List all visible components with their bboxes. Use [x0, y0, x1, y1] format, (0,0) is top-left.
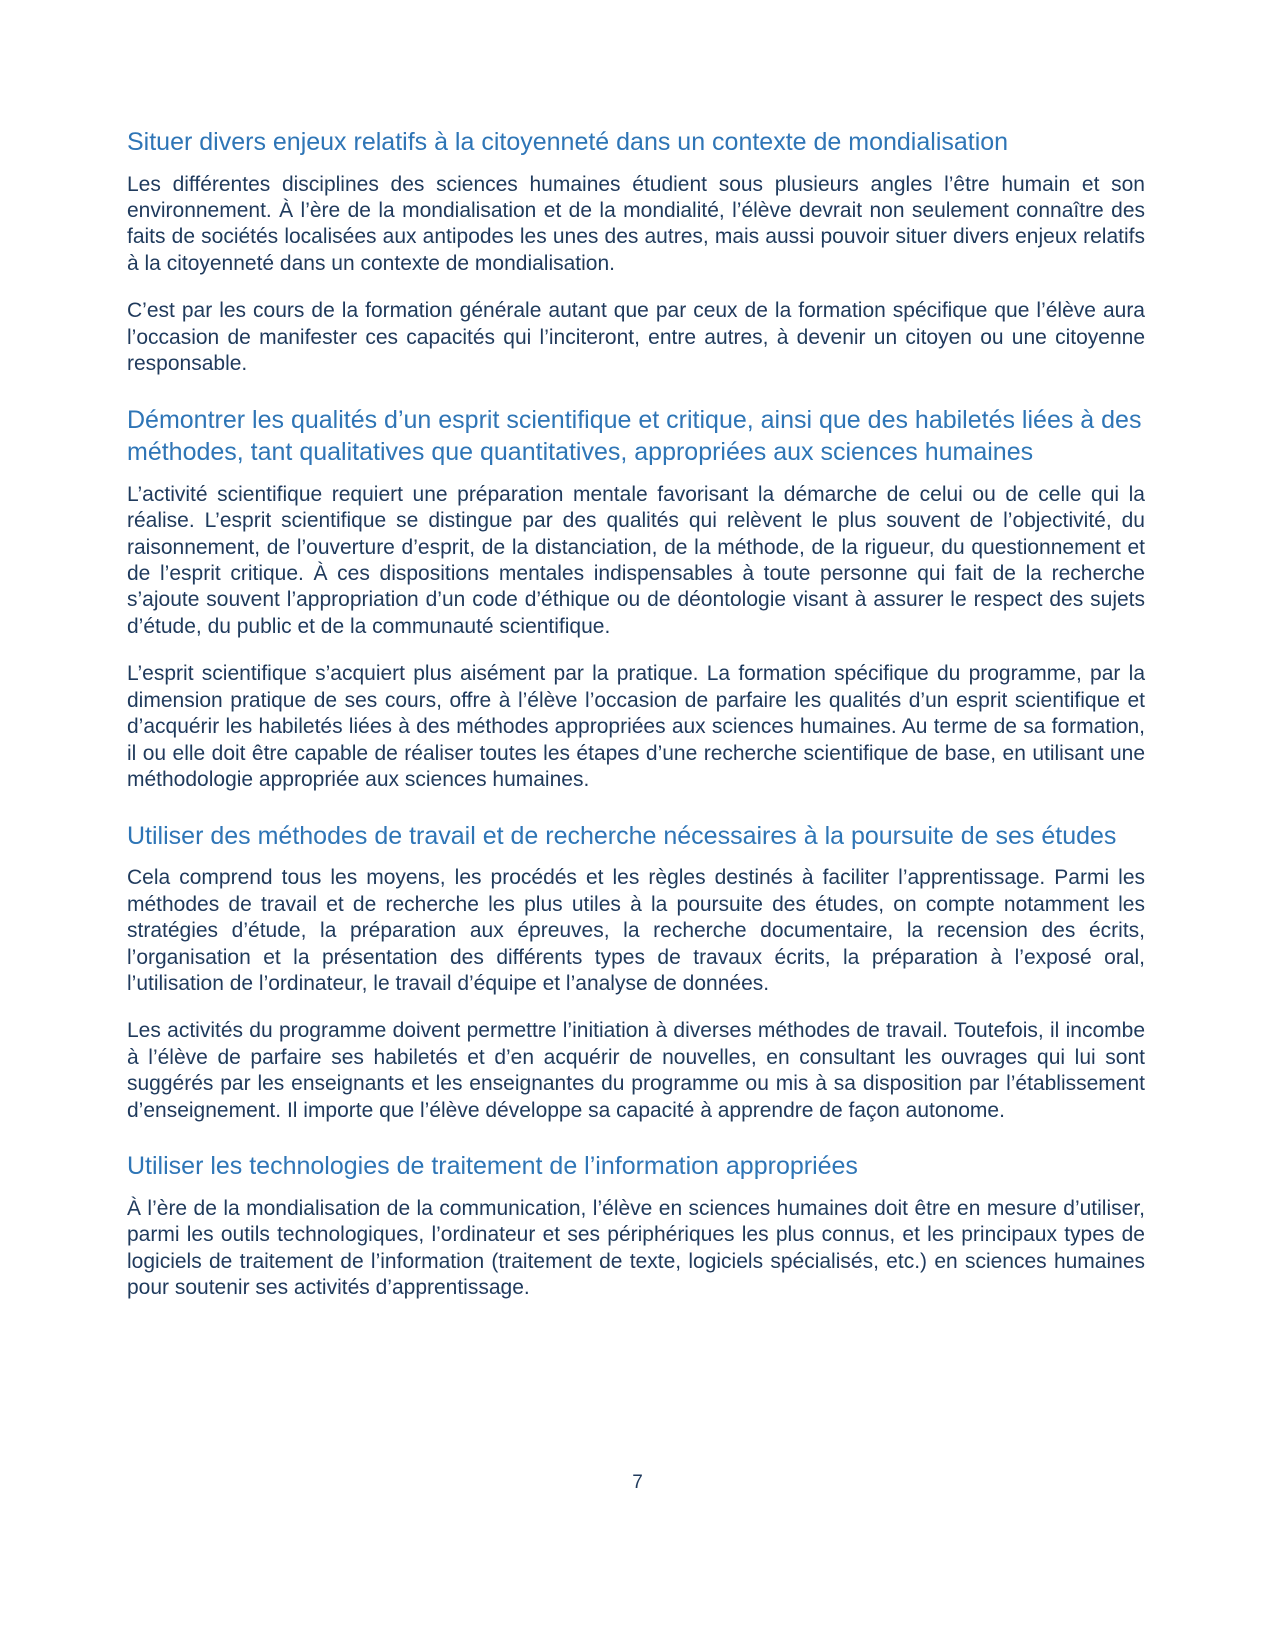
section-citoyennete [127, 126, 1145, 378]
section-esprit-scientifique [127, 404, 1145, 794]
paragraph: À l’ère de la mondialisation de la communication, l’élève en sciences humaines doit être en mesure d’utiliser, parmi les outils technologiques, l’ordinateur et ses périphériques les plus connus, et les principaux types de logiciels de traitement de l’information (traitement de texte, logiciels spécialisés, etc.) en sciences humaines pour soutenir ses activités d’apprentissage. [127, 1196, 1145, 1300]
paragraph: Les différentes disciplines des sciences humaines étudient sous plusieurs angles l’être humain et son environnement. À l’ère de la mondialisation et de la mondialité, l’élève devrait non seulement connaître des faits de sociétés localisées aux antipodes les unes des autres, mais aussi pouvoir situer divers enjeux relatifs à la citoyenneté dans un contexte de mondialisation. [127, 172, 1145, 275]
section-heading: Utiliser les technologies de traitement de l’information appropriées [127, 1152, 858, 1181]
section-methodes-travail [127, 820, 1145, 1125]
section-technologies [127, 1150, 1145, 1301]
page-content [127, 126, 1145, 1302]
section-heading: Situer divers enjeux relatifs à la citoyenneté dans un contexte de mondialisation [127, 128, 1009, 156]
page-footer [0, 1472, 1275, 1494]
section-heading: Utiliser des méthodes de travail et de recherche nécessaires à la poursuite de ses études [127, 821, 1117, 850]
paragraph: L’activité scientifique requiert une préparation mentale favorisant la démarche de celui ou de celle qui la réalise. L’esprit scientifique se distingue par des qualités qui relèvent le plus souvent de l’objectivité, du raisonnement, de l’ouverture d’esprit, de la distanciation, de la méthode, de la rigueur, du questionnement et de l’esprit critique. À ces dispositions mentales indispensables à toute personne qui fait de la recherche s’ajoute souvent l’appropriation d’un code d’éthique ou de déontologie visant à assurer le respect des sujets d’étude, du public et de la communauté scientifique. [127, 482, 1145, 638]
paragraph: Cela comprend tous les moyens, les procédés et les règles destinés à faciliter l’apprentissage. Parmi les méthodes de travail et de recherche les plus utiles à la poursuite des études, on compte notamment les stratégies d’étude, la préparation aux épreuves, la recherche documentaire, la recension des écrits, l’organisation et la présentation des différents types de travaux écrits, la préparation à l’exposé oral, l’utilisation de l’ordinateur, le travail d’équipe et l’analyse de données. [127, 866, 1145, 995]
paragraph: C’est par les cours de la formation générale autant que par ceux de la formation spécifique que l’élève aura l’occasion de manifester ces capacités qui l’inciteront, entre autres, à devenir un citoyen ou une citoyenne responsable. [127, 299, 1145, 376]
section-heading: Démontrer les qualités d’un esprit scientifique et critique, ainsi que des habiletés liées à des méthodes, tant qualitatives que quantitatives, appropriées aux sciences humaines [127, 405, 1142, 467]
page-number: 7 [632, 1472, 643, 1493]
paragraph: L’esprit scientifique s’acquiert plus aisément par la pratique. La formation spécifique du programme, par la dimension pratique de ses cours, offre à l’élève l’occasion de parfaire les qualités d’un esprit scientifique et d’acquérir les habiletés liées à des méthodes appropriées aux sciences humaines. Au terme de sa formation, il ou elle doit être capable de réaliser toutes les étapes d’une recherche scientifique de base, en utilisant une méthodologie appropriée aux sciences humaines. [127, 662, 1145, 792]
paragraph: Les activités du programme doivent permettre l’initiation à diverses méthodes de travail. Toutefois, il incombe à l’élève de parfaire ses habiletés et d’en acquérir de nouvelles, en consultant les ouvrages qui lui sont suggérés par les enseignants et les enseignantes du programme ou mis à sa disposition par l’établissement d’enseignement. Il importe que l’élève développe sa capacité à apprendre de façon autonome. [127, 1019, 1145, 1122]
